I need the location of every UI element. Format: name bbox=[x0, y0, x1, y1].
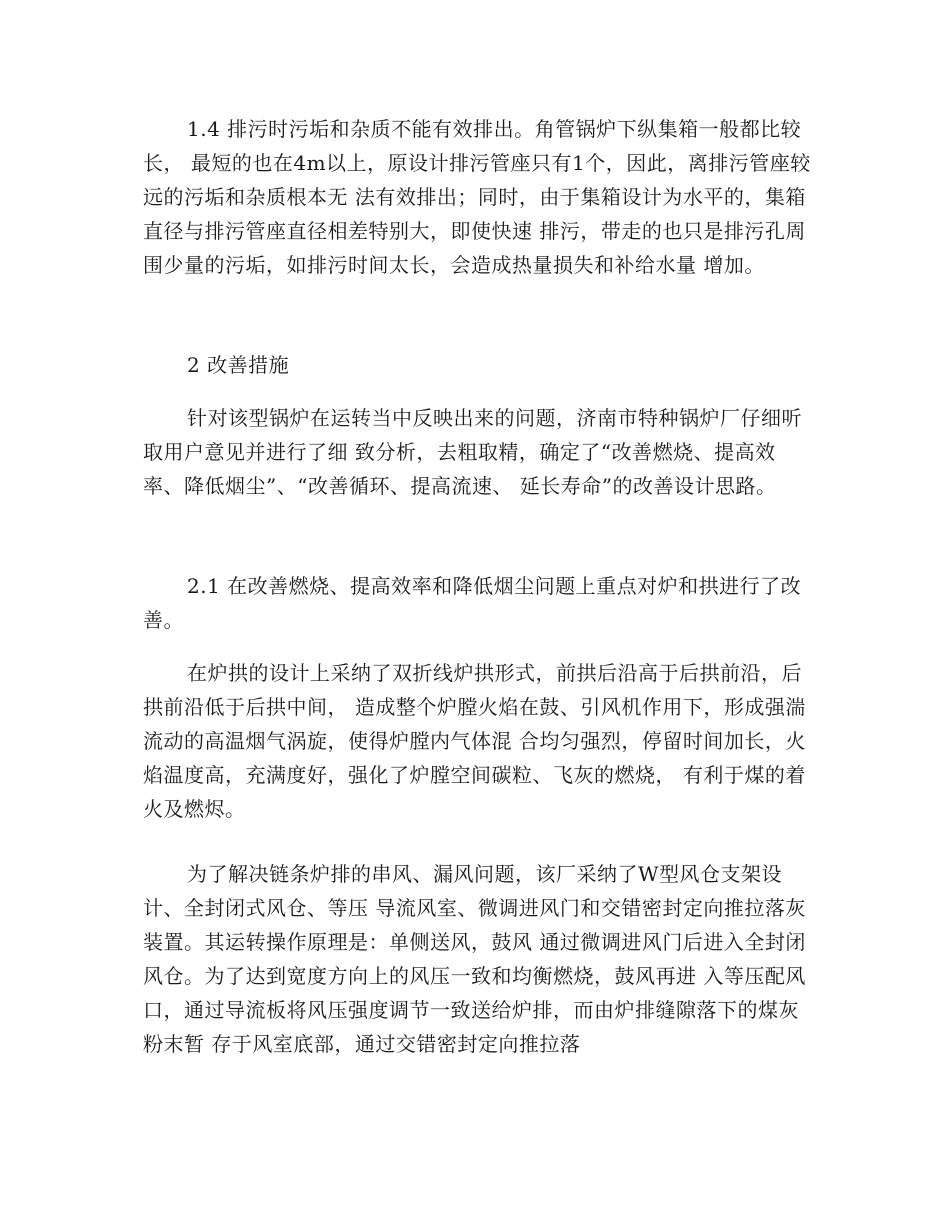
paragraph-1-4: 1.4 排污时污垢和杂质不能有效排出。角管锅炉下纵集箱一般都比较长， 最短的也在4m以上，原设计排污管座只有1个，因此，离排污管座较远的污垢和杂质根本无 法有效排出；同时，由于集箱设计为水平的，集箱直径与排污管座直径相差特别大，即使快速 排污，带走的也只是排污孔周围少量的污垢，如排污时间太长，会造成热量损失和补给水量 增加。 bbox=[143, 117, 811, 277]
paragraph-improvement-intro: 针对该型锅炉在运转当中反映出来的问题，济南市特种锅炉厂仔细听取用户意见并进行了细 致分析，去粗取精，确定了“改善燃烧、提高效率、降低烟尘”、“改善循环、提高流速、 延长寿命”的改善设计思路。 bbox=[143, 406, 802, 498]
paragraph-grate-airflow: 为了解决链条炉排的串风、漏风问题，该厂采纳了W型风仓支架设计、全封闭式风仓、等压 导流风室、微调进风门和交错密封定向推拉落灰装置。其运转操作原理是：单侧送风，鼓风 通过微调进风门后进入全封闭风仓。为了达到宽度方向上的风压一致和均衡燃烧，鼓风再进 入等压配风口，通过导流板将风压强度调节一致送给炉排，而由炉排缝隙落下的煤灰粉末暂 存于风室底部，通过交错密封定向推拉落 bbox=[143, 862, 806, 1056]
section-heading-2: 2 改善措施 bbox=[187, 353, 290, 377]
paragraph-furnace-arch: 在炉拱的设计上采纳了双折线炉拱形式，前拱后沿高于后拱前沿，后拱前沿低于后拱中间， 造成整个炉膛火焰在鼓、引风机作用下，形成强湍流动的高温烟气涡旋，使得炉膛内气体混 合均匀强烈，停留时间加长，火焰温度高，充满度好，强化了炉膛空间碳粒、飞灰的燃烧， 有利于煤的着火及燃烬。 bbox=[143, 661, 806, 821]
paragraph-2-1: 2.1 在改善燃烧、提高效率和降低烟尘问题上重点对炉和拱进行了改善。 bbox=[143, 574, 802, 632]
